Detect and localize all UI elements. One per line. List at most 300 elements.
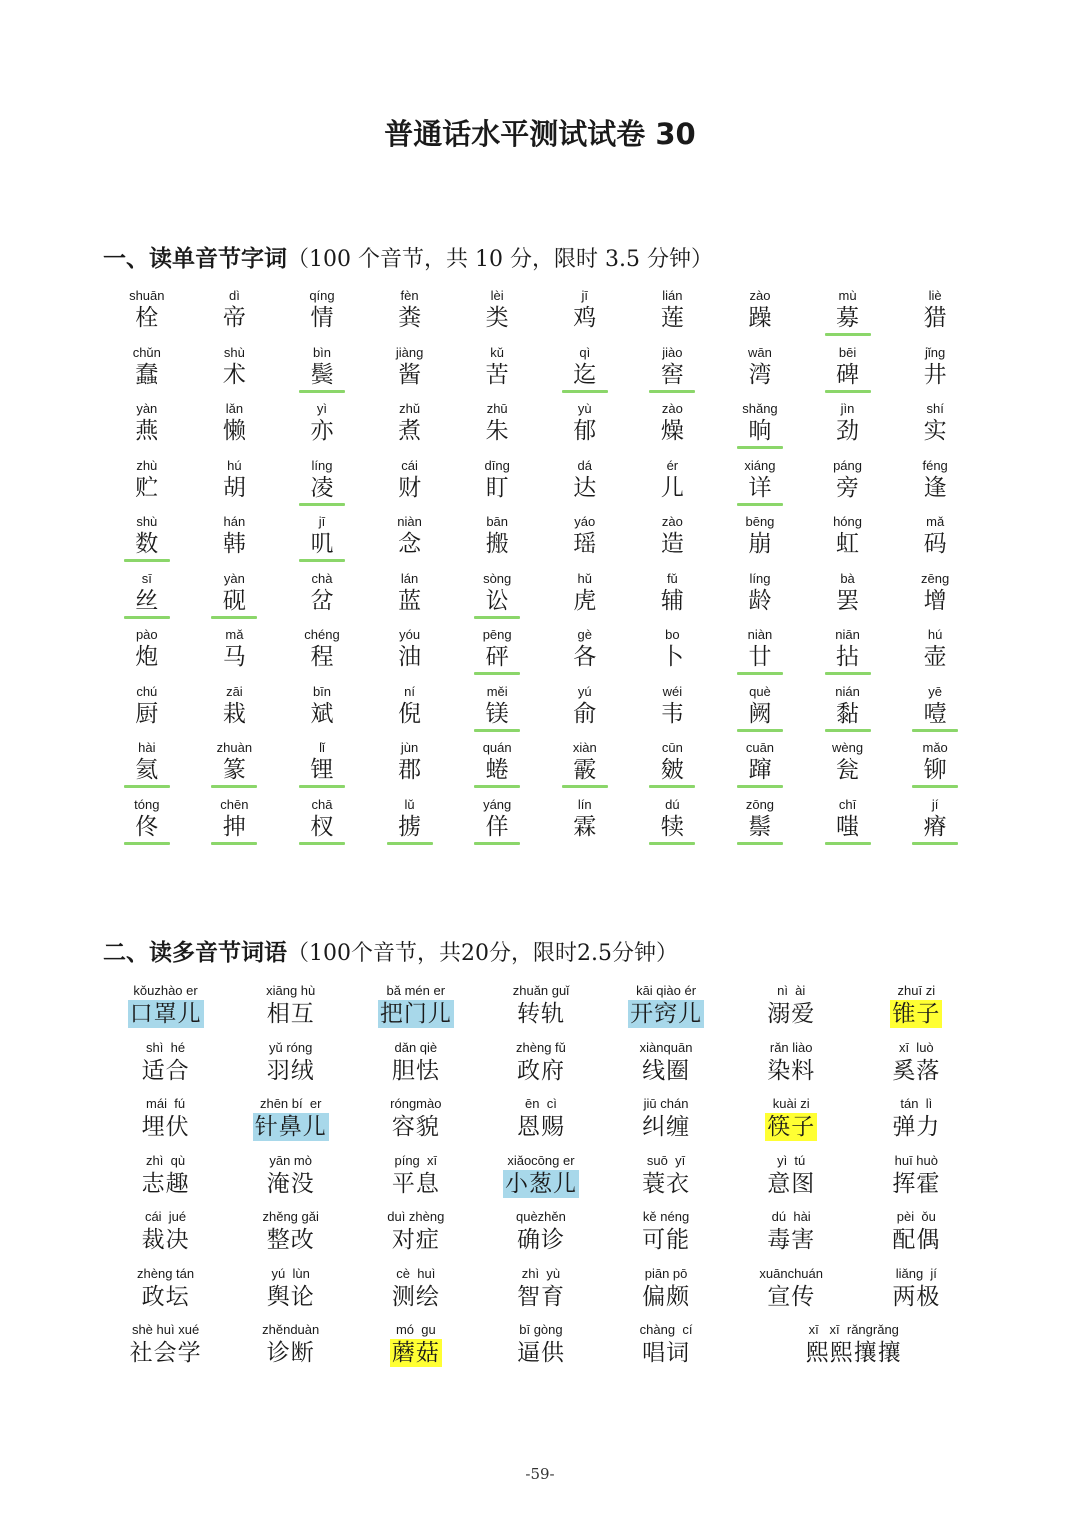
difficulty-underline <box>299 390 345 393</box>
hanzi: 蠢 <box>135 361 159 388</box>
word-cell <box>604 982 729 1039</box>
hanzi: 瑶 <box>573 531 597 557</box>
pinyin: dǎn qiè <box>394 1039 438 1055</box>
pinyin: chú <box>136 683 158 699</box>
pinyin: ér <box>666 457 679 473</box>
word: 线圈 <box>642 1057 691 1084</box>
hanzi: 霰 <box>573 757 597 783</box>
difficulty-underline <box>562 390 608 393</box>
difficulty-underline <box>649 842 695 845</box>
hanzi: 旁 <box>836 474 860 501</box>
pinyin: jiào <box>662 344 683 360</box>
pinyin: gè <box>577 627 592 642</box>
underline-placeholder <box>825 616 871 619</box>
char-cell <box>366 571 454 628</box>
char-cell <box>891 288 979 345</box>
underline-placeholder <box>211 333 257 336</box>
hanzi: 燥 <box>660 418 684 444</box>
pinyin: dì <box>228 288 240 303</box>
char-cell <box>191 288 279 345</box>
word: 弹力 <box>892 1114 941 1140</box>
underline-placeholder <box>562 446 608 449</box>
hanzi: 造 <box>660 531 684 557</box>
word-cell <box>353 1208 478 1265</box>
underline-placeholder <box>912 390 958 393</box>
underline-placeholder <box>649 503 695 506</box>
pinyin: shì hé <box>146 1039 186 1055</box>
pinyin: shí <box>926 401 944 416</box>
underline-placeholder <box>124 333 170 336</box>
difficulty-underline <box>737 672 783 675</box>
word: 平息 <box>391 1170 440 1197</box>
word-cell <box>854 1265 979 1322</box>
underline-placeholder <box>299 333 345 336</box>
underline-placeholder <box>649 446 695 449</box>
pinyin: hǔ <box>577 570 592 586</box>
pinyin: quèzhěn <box>515 1209 566 1224</box>
pinyin: mù <box>838 288 857 303</box>
word: 适合 <box>141 1057 190 1084</box>
pinyin: lán <box>400 570 419 586</box>
word-row <box>103 797 979 854</box>
underline-placeholder <box>912 446 958 449</box>
pinyin: chǔn <box>132 344 161 360</box>
difficulty-underline <box>912 729 958 732</box>
hanzi: 盯 <box>485 474 509 501</box>
pinyin: shù <box>136 514 158 529</box>
word-cell <box>478 1039 603 1096</box>
difficulty-underline <box>299 559 345 562</box>
hanzi: 虹 <box>836 531 860 557</box>
word-cell <box>729 1095 854 1152</box>
hanzi: 术 <box>222 361 246 388</box>
word-cell <box>353 1039 478 1096</box>
char-cell <box>804 684 892 741</box>
hanzi: 蜷 <box>485 757 509 783</box>
pinyin: pēng <box>482 627 512 642</box>
pinyin: jǐng <box>925 344 946 360</box>
pinyin: shè huì xué <box>131 1322 200 1337</box>
pinyin: wéi <box>662 683 683 699</box>
underline-placeholder <box>211 503 257 506</box>
word: 测绘 <box>391 1283 440 1310</box>
difficulty-underline <box>737 785 783 788</box>
hanzi: 罢 <box>836 587 860 614</box>
char-cell <box>103 458 191 515</box>
pinyin: ní <box>404 683 415 699</box>
pinyin: bǎ mén er <box>386 983 446 998</box>
char-cell <box>541 514 629 571</box>
difficulty-underline <box>299 842 345 845</box>
pinyin: zào <box>661 514 683 529</box>
word-cell <box>604 1208 729 1265</box>
word-cell <box>103 1265 228 1322</box>
underline-placeholder <box>299 616 345 619</box>
underline-placeholder <box>474 503 520 506</box>
word-row <box>103 627 979 684</box>
char-cell <box>191 458 279 515</box>
hanzi: 龄 <box>748 587 772 614</box>
hanzi: 锂 <box>310 757 334 783</box>
pinyin: mǎo <box>922 740 948 755</box>
char-cell <box>629 797 717 854</box>
pinyin: fèn <box>400 288 419 303</box>
hanzi: 数 <box>135 531 159 557</box>
pinyin: zhèng tán <box>137 1265 195 1281</box>
hanzi: 油 <box>398 644 422 670</box>
difficulty-underline <box>124 785 170 788</box>
pinyin: dú hài <box>771 1209 811 1224</box>
pinyin: sī <box>141 570 152 586</box>
pinyin: shuān <box>129 288 165 303</box>
hanzi: 虎 <box>573 587 597 614</box>
hanzi: 杈 <box>310 813 334 840</box>
pinyin: hài <box>138 740 156 755</box>
word-cell <box>854 1152 979 1209</box>
pinyin: nián <box>835 683 860 699</box>
char-cell <box>716 627 804 684</box>
word-cell <box>729 1152 854 1209</box>
pinyin: bo <box>665 627 680 642</box>
char-cell <box>541 740 629 797</box>
char-cell <box>891 514 979 571</box>
char-cell <box>541 627 629 684</box>
char-cell <box>629 458 717 515</box>
underline-placeholder <box>562 842 608 845</box>
underline-placeholder <box>211 729 257 732</box>
pinyin: féng <box>922 457 948 473</box>
difficulty-underline <box>737 729 783 732</box>
difficulty-underline <box>124 842 170 845</box>
char-cell <box>366 514 454 571</box>
word-row <box>103 1039 979 1096</box>
word-cell <box>228 1208 353 1265</box>
char-cell <box>541 571 629 628</box>
underline-placeholder <box>562 559 608 562</box>
hanzi: 蓝 <box>398 587 422 614</box>
char-cell <box>278 458 366 515</box>
hanzi: 儿 <box>660 474 684 501</box>
word: 相互 <box>266 1001 315 1027</box>
char-cell <box>103 797 191 854</box>
pinyin: qì <box>579 344 591 360</box>
pinyin: yù <box>577 401 592 416</box>
hanzi: 实 <box>923 418 947 444</box>
char-cell <box>453 797 541 854</box>
section2-heading-note: （100个音节，共20分，限时2.5分钟） <box>287 941 678 966</box>
char-cell <box>541 401 629 458</box>
word-cell <box>729 1265 854 1322</box>
highlighted-word: 蘑菇 <box>391 1340 440 1366</box>
char-cell <box>716 797 804 854</box>
pinyin: chéng <box>304 627 340 642</box>
difficulty-underline <box>649 785 695 788</box>
char-cell <box>804 458 892 515</box>
pinyin: xī xī rǎngrǎng <box>808 1322 899 1337</box>
pinyin: cè huì <box>396 1265 436 1281</box>
underline-placeholder <box>825 559 871 562</box>
char-cell <box>191 740 279 797</box>
word-cell <box>604 1095 729 1152</box>
underline-placeholder <box>912 616 958 619</box>
underline-placeholder <box>211 559 257 562</box>
underline-placeholder <box>474 390 520 393</box>
pinyin: yì <box>316 401 328 416</box>
pinyin: pèi ǒu <box>896 1209 936 1224</box>
pinyin: hóng <box>833 514 862 529</box>
pinyin: měi <box>486 683 508 699</box>
word: 挥霍 <box>892 1170 941 1197</box>
pinyin: jí <box>931 796 939 812</box>
pinyin: wān <box>748 344 772 360</box>
underline-placeholder <box>737 616 783 619</box>
pinyin: lín <box>577 796 592 812</box>
pinyin: bēi <box>838 344 857 360</box>
underline-placeholder <box>737 559 783 562</box>
pinyin: cái jué <box>144 1209 187 1224</box>
pinyin: yú <box>577 683 592 699</box>
pinyin: kǒuzhào er <box>133 983 198 998</box>
hanzi: 辅 <box>660 587 684 614</box>
char-cell <box>804 288 892 345</box>
underline-placeholder <box>562 729 608 732</box>
pinyin: suō yī <box>646 1152 686 1168</box>
hanzi: 阙 <box>748 700 772 727</box>
underline-placeholder <box>299 446 345 449</box>
underline-placeholder <box>649 616 695 619</box>
hanzi: 霖 <box>573 813 597 840</box>
hanzi: 晌 <box>748 418 772 444</box>
highlighted-word: 锥子 <box>892 1001 941 1027</box>
word: 恩赐 <box>516 1114 565 1140</box>
hanzi: 瓮 <box>836 757 860 783</box>
pinyin: cuān <box>745 740 775 755</box>
hanzi: 炮 <box>135 644 159 670</box>
highlighted-word: 开窍儿 <box>630 1001 703 1027</box>
hanzi: 厨 <box>135 700 159 727</box>
highlighted-word: 小葱儿 <box>504 1170 577 1197</box>
underline-placeholder <box>387 390 433 393</box>
pinyin: xiǎocōng er <box>507 1152 575 1168</box>
underline-placeholder <box>211 446 257 449</box>
pinyin: zhěnduàn <box>262 1322 320 1337</box>
word-cell <box>478 1152 603 1209</box>
word: 可能 <box>642 1227 691 1253</box>
word-cell <box>103 1321 228 1378</box>
hanzi: 详 <box>748 474 772 501</box>
difficulty-underline <box>211 785 257 788</box>
char-cell <box>366 401 454 458</box>
hanzi: 鬓 <box>310 361 334 388</box>
char-cell <box>278 514 366 571</box>
hanzi: 掳 <box>398 813 422 840</box>
underline-placeholder <box>912 559 958 562</box>
underline-placeholder <box>737 333 783 336</box>
hanzi: 蹿 <box>748 757 772 783</box>
hanzi: 粪 <box>398 305 422 331</box>
underline-placeholder <box>299 729 345 732</box>
word-cell <box>103 1152 228 1209</box>
pinyin: dú <box>665 796 680 812</box>
pinyin: qíng <box>309 288 335 303</box>
difficulty-underline <box>474 616 520 619</box>
pinyin: yú lùn <box>271 1265 310 1281</box>
word: 蓑衣 <box>642 1170 691 1197</box>
char-cell <box>804 345 892 402</box>
hanzi: 碑 <box>836 361 860 388</box>
underline-placeholder <box>124 503 170 506</box>
word-cell <box>103 1039 228 1096</box>
hanzi: 黏 <box>836 700 860 727</box>
pinyin: yáng <box>483 796 512 812</box>
hanzi: 燕 <box>135 418 159 444</box>
pinyin: zhù <box>136 457 158 473</box>
pinyin: niān <box>835 627 860 642</box>
word: 意图 <box>767 1170 816 1197</box>
pinyin: mǎ <box>225 627 244 642</box>
hanzi: 贮 <box>135 474 159 501</box>
pinyin: páng <box>833 457 862 473</box>
char-cell <box>804 514 892 571</box>
word-cell <box>604 1321 729 1378</box>
difficulty-underline <box>825 390 871 393</box>
section1-heading-note: （100 个音节，共 10 分，限时 3.5 分钟） <box>287 247 713 272</box>
highlighted-word: 针鼻儿 <box>254 1114 327 1140</box>
difficulty-underline <box>825 333 871 336</box>
char-cell <box>629 288 717 345</box>
pinyin: jiàng <box>395 344 424 360</box>
char-cell <box>716 458 804 515</box>
hanzi: 凌 <box>310 474 334 501</box>
char-cell <box>804 740 892 797</box>
word: 纠缠 <box>642 1114 691 1140</box>
char-cell <box>716 514 804 571</box>
char-cell <box>366 288 454 345</box>
hanzi: 拈 <box>836 644 860 670</box>
char-cell <box>629 514 717 571</box>
word-cell <box>353 982 478 1039</box>
pinyin: kě néng <box>642 1209 690 1224</box>
pinyin: zhuǎn guǐ <box>512 983 570 998</box>
word: 舆论 <box>266 1283 315 1310</box>
word-cell <box>353 1152 478 1209</box>
hanzi: 码 <box>923 531 947 557</box>
hanzi: 丝 <box>135 587 159 614</box>
hanzi: 猎 <box>923 305 947 331</box>
word: 配偶 <box>892 1227 941 1253</box>
char-cell <box>278 288 366 345</box>
difficulty-underline <box>825 672 871 675</box>
char-cell <box>103 571 191 628</box>
underline-placeholder <box>387 503 433 506</box>
word-cell <box>478 1208 603 1265</box>
difficulty-underline <box>562 785 608 788</box>
char-cell <box>804 401 892 458</box>
difficulty-underline <box>825 729 871 732</box>
underline-placeholder <box>211 672 257 675</box>
page-number: -59- <box>525 1465 555 1483</box>
pinyin: zhì yù <box>521 1265 561 1281</box>
hanzi: 砚 <box>222 587 246 614</box>
char-cell <box>716 345 804 402</box>
pinyin: dīng <box>484 457 510 473</box>
pinyin: hú <box>227 457 242 473</box>
word-row <box>103 1095 979 1152</box>
word-cell <box>604 1039 729 1096</box>
underline-placeholder <box>387 672 433 675</box>
pinyin: bīn <box>312 683 332 699</box>
hanzi: 佯 <box>485 813 509 840</box>
char-cell <box>191 797 279 854</box>
hanzi: 财 <box>398 474 422 501</box>
pinyin: duì zhèng <box>387 1209 445 1224</box>
underline-placeholder <box>649 333 695 336</box>
hanzi: 胡 <box>222 474 246 501</box>
char-cell <box>453 345 541 402</box>
pinyin: xī luò <box>898 1039 934 1055</box>
hanzi: 增 <box>923 587 947 614</box>
word: 对症 <box>391 1227 440 1253</box>
underline-placeholder <box>387 559 433 562</box>
hanzi: 湾 <box>748 361 772 388</box>
pinyin: piān pō <box>644 1265 688 1281</box>
underline-placeholder <box>474 446 520 449</box>
hanzi: 韩 <box>222 531 246 557</box>
word-cell <box>854 1208 979 1265</box>
word-cell <box>228 1321 353 1378</box>
pinyin: zhuàn <box>216 740 253 755</box>
pinyin: yàn <box>223 570 245 586</box>
word-cell <box>854 982 979 1039</box>
word: 偏颇 <box>642 1283 691 1310</box>
pinyin: mǎ <box>926 514 945 529</box>
multi-syllable-grid <box>103 982 979 1378</box>
char-cell <box>191 684 279 741</box>
char-cell <box>278 740 366 797</box>
char-cell <box>278 571 366 628</box>
pinyin: hán <box>223 514 246 529</box>
underline-placeholder <box>387 333 433 336</box>
pinyin: zēng <box>921 570 950 586</box>
hanzi: 情 <box>310 305 334 331</box>
hanzi: 程 <box>310 644 334 670</box>
underline-placeholder <box>387 446 433 449</box>
hanzi: 马 <box>222 644 246 670</box>
highlighted-word: 筷子 <box>767 1114 816 1140</box>
underline-placeholder <box>825 503 871 506</box>
word: 染料 <box>767 1057 816 1084</box>
char-cell <box>804 797 892 854</box>
word: 胆怯 <box>391 1057 440 1084</box>
pinyin: yē <box>928 683 942 699</box>
hanzi: 募 <box>836 305 860 331</box>
pinyin: xiànquān <box>639 1039 693 1055</box>
pinyin: xiàn <box>572 740 597 755</box>
underline-placeholder <box>562 672 608 675</box>
pinyin: bìn <box>312 344 332 360</box>
pinyin: lǔ <box>404 796 415 812</box>
difficulty-underline <box>737 446 783 449</box>
pinyin: zhì qù <box>146 1152 186 1168</box>
char-cell <box>629 571 717 628</box>
word: 两极 <box>892 1283 941 1310</box>
pinyin: jī <box>318 514 326 529</box>
underline-placeholder <box>825 446 871 449</box>
word: 唱词 <box>642 1340 691 1366</box>
pinyin: chā <box>311 796 333 812</box>
pinyin: píng xī <box>394 1152 438 1168</box>
char-cell <box>541 345 629 402</box>
